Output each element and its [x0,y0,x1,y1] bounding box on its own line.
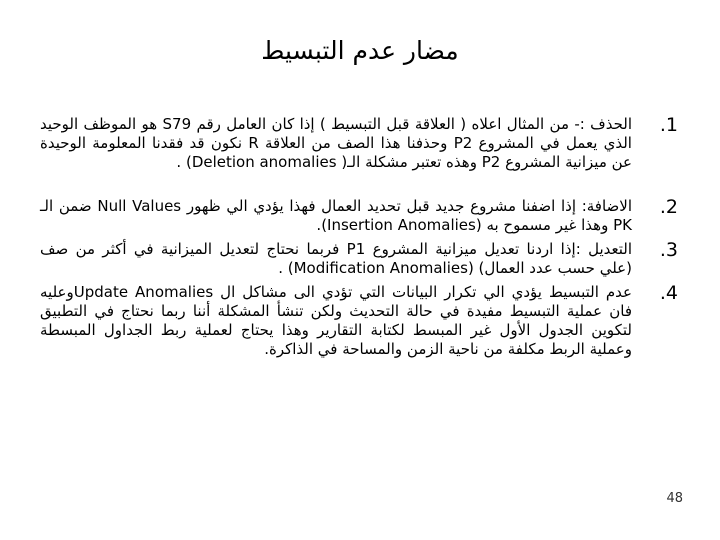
item-text: الاضافة: إذا اضفنا مشروع جديد قبل تحديد العمال فهذا يؤدي الي ظهور Null Values ضمن الـ PK وهذا غير مسموح به (Insertion Anomalies). [40,197,633,234]
item-number: .3 [659,239,678,261]
page-number: 48 [666,491,683,506]
item-list [40,115,678,359]
item-text: عدم التبسيط يؤدي الي تكرار البيانات التي تؤدي الى مشاكل ال Update Anomaliesوعليه فان عملية التبسيط مفيدة في حالة التحديث ولكن تنشأ المشكلة أننا ربما نحتاج في التطبيق لتكوين الجدول الأول غير المبسط لكتابة التقارير وهذا يحتاج لعملية ربط الجداول المبسطة وعملية الربط مكلفة من ناحية الزمن والمساحة في الذاكرة. [40,283,632,358]
slide-title: مضار عدم التبسيط [261,36,459,65]
item-number: .2 [659,196,678,218]
list-item [40,240,678,278]
item-number: .4 [659,282,678,304]
list-item [40,283,678,359]
item-number: .1 [659,114,678,136]
item-text: التعديل :إذا اردنا تعديل ميزانية المشروع P1 فربما نحتاج لتعديل الميزانية في أكثر من صف (علي حسب عدد العمال) (Modification Anomalies) . [40,240,633,277]
list-item [40,197,678,235]
list-item [40,115,678,172]
item-text: الحذف :- من المثال اعلاه ( العلاقة قبل التبسيط ) إذا كان العامل رقم S79 هو الموظف الوحيد الذي يعمل في المشروع P2 وحذفنا هذا الصف من العلاقة R نكون قد فقدنا المعلومة الوحيدة عن ميزانية المشروع P2 وهذه تعتبر مشكلة الـ( Deletion anomalies) . [40,115,633,171]
